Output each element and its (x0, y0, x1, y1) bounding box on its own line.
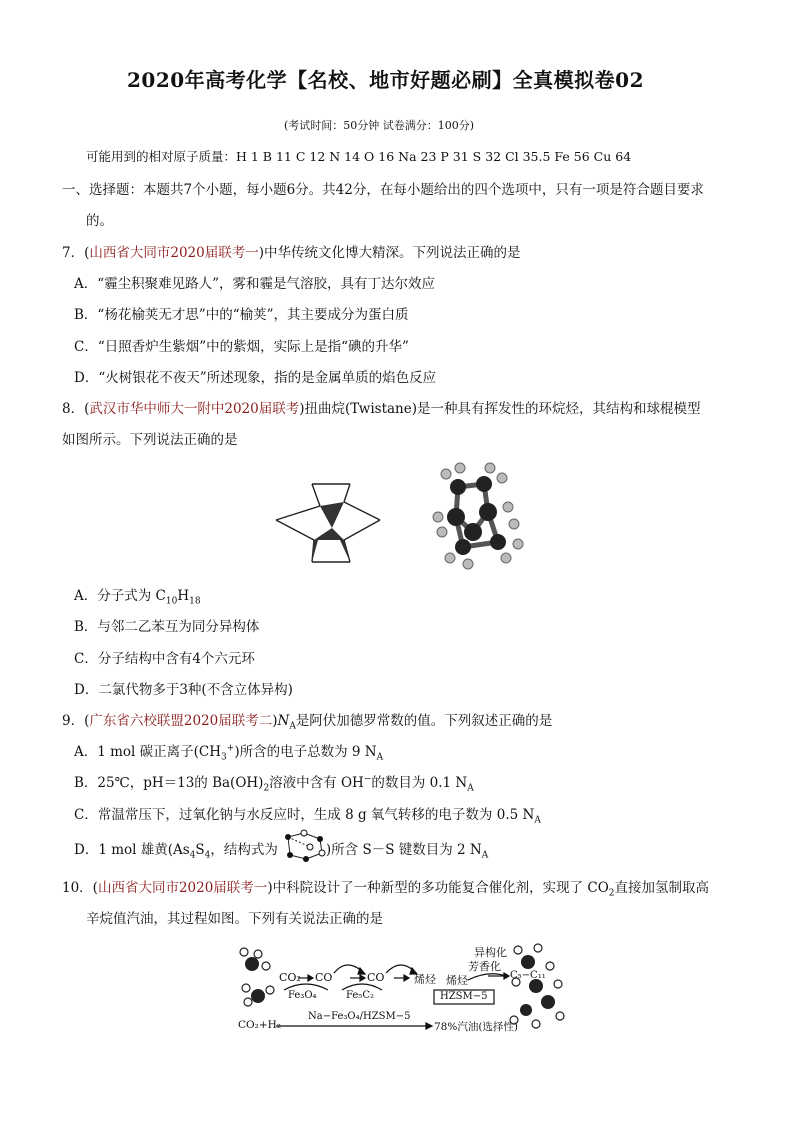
label-olefin-2: 烯烃 (446, 974, 468, 987)
option-text: 的数目为 0.1 N (371, 775, 468, 791)
question-text: 直接加氢制取高 (614, 880, 710, 896)
question-9-stem: 9．(广东省六校联盟2020届联考二)$N_A$是阿伏加德罗常数的值。下列叙述正确的是 (62, 713, 553, 732)
atomic-masses: 可能用到的相对原子质量：H 1 B 11 C 12 N 14 O 16 Na 23 P 31 S 32 Cl 35.5 Fe 56 Cu 64 (86, 149, 632, 164)
twistane-ball-stick-model (418, 462, 528, 572)
question-number: 9．( (62, 713, 90, 729)
question-8-option-a (74, 584, 201, 607)
option-text: A．分子式为 C (74, 588, 166, 604)
question-source: 山西省大同市2020届联考一 (89, 245, 259, 261)
question-source: 广东省六校联盟2020届联考二 (89, 713, 273, 729)
question-7-option-b: B．“杨花榆荚无才思”中的“榆荚”，其主要成分为蛋白质 (74, 307, 409, 323)
question-8-stem-cont: 如图所示。下列说法正确的是 (62, 432, 238, 448)
subscript: A (289, 721, 296, 732)
label-co: CO (315, 971, 333, 984)
section-heading: 一、选择题：本题共7个小题，每小题6分。共42分，在每小题给出的四个选项中，只有一项是符合题目要求 (62, 182, 704, 198)
subscript: A (376, 752, 384, 763)
label-co-2: CO (367, 971, 385, 984)
question-source: 山西省大同市2020届联考一 (97, 880, 268, 896)
subscript: 4 (204, 850, 211, 861)
option-text: H (177, 588, 190, 604)
option-text: ，结构式为 (210, 842, 278, 858)
question-number: 7．( (62, 245, 90, 261)
label-aromatization: 芳香化 (468, 960, 501, 973)
label-catalyst-fe5c2: Fe₅C₂ (346, 990, 374, 1001)
avogadro-symbol: N (277, 713, 290, 729)
question-7-option-a: A．“霾尘积聚难见路人”，雾和霾是气溶胶，具有丁达尔效应 (74, 276, 436, 292)
option-text: A．1 mol 碳正离子(CH (74, 744, 222, 760)
option-text: C．常温常压下，过氧化钠与水反应时，生成 8 g 氧气转移的电子数为 0.5 N (74, 807, 535, 823)
exam-info: (考试时间：50分钟 试卷满分：100分) (284, 119, 475, 132)
option-text: )所含 S－S 键数目为 2 N (325, 842, 482, 858)
question-number: 8．( (62, 401, 90, 417)
option-text: 溶液中含有 OH (269, 775, 364, 791)
realgar-structure-icon (280, 829, 328, 863)
label-isomerization: 异构化 (474, 946, 507, 959)
question-text: )扭曲烷(Twistane)是一种具有挥发性的环烷烃，其结构和球棍模型 (299, 401, 701, 417)
question-7-option-d: D．“火树银花不夜天”所述现象，指的是金属单质的焰色反应 (74, 370, 437, 386)
question-8-option-d: D．二氯代物多于3种(不含立体异构) (74, 682, 293, 698)
question-8-option-c: C．分子结构中含有4个六元环 (74, 651, 255, 667)
twistane-structure-figure (272, 478, 387, 583)
label-hzsm5: HZSM−5 (440, 991, 488, 1002)
question-8-option-b: B．与邻二乙苯互为同分异构体 (74, 619, 260, 635)
reaction-process-diagram (236, 938, 566, 1048)
option-text: S (195, 842, 205, 858)
subscript: 3 (221, 752, 227, 763)
question-8-stem (62, 397, 701, 417)
subscript: 4 (189, 850, 196, 861)
option-text: )所含的电子总数为 9 N (234, 744, 377, 760)
question-text: )中科院设计了一种新型的多功能复合催化剂，实现了 CO (267, 880, 609, 896)
subscript: A (481, 850, 489, 861)
label-overall-reactants: CO₂+H₂ (238, 1019, 282, 1031)
label-co2: CO₂ (279, 971, 301, 984)
section-heading-cont: 的。 (86, 213, 113, 229)
question-source: 武汉市华中师大一附中2020届联考 (89, 401, 300, 417)
option-text: D．1 mol 雄黄(As (74, 842, 190, 858)
subscript: 2 (608, 888, 615, 899)
subscript: 18 (189, 596, 201, 607)
label-catalyst-fe3o4: Fe₃O₄ (288, 990, 317, 1001)
label-product: C₅−C₁₁ (510, 970, 546, 981)
page-title: 2020年高考化学【名校、地市好题必刷】全真模拟卷02 (127, 68, 644, 92)
question-10-stem (62, 876, 709, 899)
question-text: )中华传统文化博大精深。下列说法正确的是 (258, 245, 521, 261)
option-text: B．25℃，pH＝13的 Ba(OH) (74, 775, 264, 791)
subscript: A (534, 815, 541, 826)
question-7-option-c: C．“日照香炉生紫烟”中的紫烟，实际上是指“碘的升华” (74, 339, 409, 355)
subscript: 2 (263, 783, 270, 794)
superscript: + (226, 743, 235, 754)
question-text: 是阿伏加德罗常数的值。下列叙述正确的是 (295, 713, 553, 729)
subscript: 10 (165, 596, 178, 607)
question-9-option-b (74, 771, 474, 794)
subscript: A (467, 783, 474, 794)
question-7-stem (62, 241, 521, 261)
label-olefin: 烯烃 (414, 973, 436, 986)
question-number: 10．( (62, 880, 98, 896)
label-overall-catalyst: Na−Fe₃O₄/HZSM−5 (308, 1011, 411, 1022)
question-10-stem-cont: 辛烷值汽油，其过程如图。下列有关说法正确的是 (86, 911, 383, 927)
question-9-option-a (74, 740, 383, 763)
superscript: − (363, 774, 372, 785)
label-overall-product: 78%汽油(选择性) (434, 1021, 519, 1033)
question-9-option-c (74, 803, 541, 826)
